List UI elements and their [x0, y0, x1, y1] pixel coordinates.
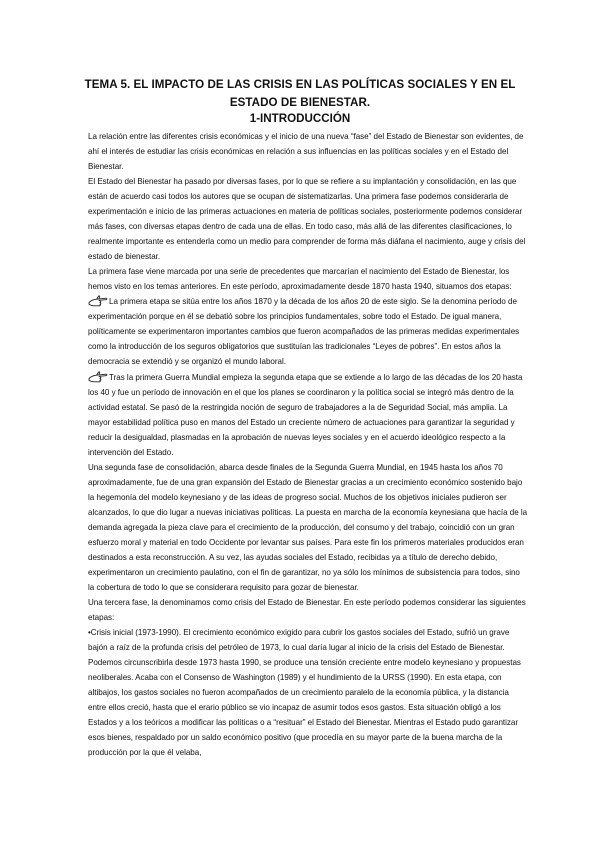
paragraph-initial-crisis: •Crisis inicial (1973-1990). El crecimiento económico exigido para cubrir los gastos sociales del Estado, sufrió un grave bajón a raíz de la profunda crisis del petróleo de 1973, lo cual daría lugar al inicio de la crisis del Estado de Bienestar. Podemos circunscribirla desde 1973 hasta 1990, se produce una tensión creciente entre modelo keynesiano y propuestas neoliberales. Acaba con el Consenso de Washington (1989) y el hundimiento de la URSS (1990). En esta etapa, con altibajos, los gastos sociales no fueron acompañados de un crecimiento paralelo de la economía pública, y la distancia entre ellos creció, hasta que el erario público se vio incapaz de asumir todos esos gastos. Esta situación obligó a los Estados y a los teóricos a modificar las políticas o a “resituar” el Estado del Bienestar. Mientras el Estado pudo garantizar esos bienes, respaldado por un saldo económico positivo (que procedía en su mayor parte de la buena marcha de la producción por la que él velaba,: [88, 628, 521, 758]
document-title: TEMA 5. EL IMPACTO DE LAS CRISIS EN LAS POLÍTICAS SOCIALES Y EN EL ESTADO DE BIENESTAR.: [84, 78, 516, 109]
pointing-hand-icon: [88, 370, 108, 383]
paragraph-intro: La relación entre las diferentes crisis económicas y el inicio de una nueva “fase” del Estado de Bienestar son evidentes, de ahí el interés de estudiar las crisis económicas en relación a sus influencias en las políticas sociales y en el Estado del Bienestar.: [88, 132, 524, 172]
pointing-hand-icon: [88, 294, 108, 307]
document-body: [88, 129, 528, 760]
paragraph-second-stage-text: Tras la primera Guerra Mundial empieza la segunda etapa que se extiende a lo largo de las décadas de los 20 hasta los 40 y fue un período de innovación en el que los planes se coordinaron y la política social se integró más dentro de la actividad estatal. Se pasó de la restringida noción de seguro de trabajadores a la de Seguridad Social, más amplia. La mayor estabilidad política puso en manos del Estado un creciente número de actuaciones para garantizar la seguridad y reducir la desigualdad, plasmadas en la aprobación de nuevas leyes sociales y en el acuerdo ideológico respecto a la intervención del Estado.: [88, 372, 523, 457]
paragraph-second-stage: [88, 370, 528, 460]
paragraph-first-stage: [88, 294, 528, 369]
paragraph-first-phase: La primera fase viene marcada por una serie de precedentes que marcarían el nacimiento del Estado de Bienestar, los hemos visto en los temas anteriores. En este período, aproximadamente desde 1870 hasta 1940, situamos dos etapas:: [88, 267, 512, 292]
paragraph-third-phase: Una tercera fase, la denominamos como crisis del Estado de Bienestar. En este período podemos considerar las siguientes etapas:: [88, 597, 526, 622]
section-heading: 1-INTRODUCCIÓN: [249, 112, 351, 125]
paragraph-second-phase: Una segunda fase de consolidación, abarca desde finales de la Segunda Guerra Mundial, en 1945 hasta los años 70 aproximadamente, fue de una gran expansión del Estado de Bienestar gracias a un crecimiento económico sostenido bajo la hegemonía del modelo keynesiano y de las ideas de progreso social. Muchos de los objetivos iniciales pudieron ser alcanzados, lo que dio lugar a nuevas iniciativas políticas. La puesta en marcha de la economía keynesiana que hacía de la demanda agregada la pieza clave para el crecimiento de la producción, del consumo y del trabajo, coincidió con un gran esfuerzo moral y material en todo Occidente por levantar sus países. Para este fin los primeros materiales producidos eran destinados a esta reconstrucción. A su vez, las ayudas sociales del Estado, recibidas ya a título de derecho debido, experimentaron un crecimiento paulatino, con el fin de garantizar, no ya sólo los mínimos de subsistencia para todos, sino la cobertura de todo lo que se considerara requisito para gozar de bienestar.: [88, 462, 528, 592]
paragraph-phases: El Estado del Bienestar ha pasado por diversas fases, por lo que se refiere a su implantación y consolidación, en las que están de acuerdo casi todos los autores que se ocupan de sistematizarlas. Una primera fase podemos considerarla de experimentación e inicio de las primeras actuaciones en materia de políticas sociales, posteriormente podemos considerar más fases, con diversas etapas dentro de cada una de ellas. En todo caso, más allá de las diferentes clasificaciones, lo realmente importante es entenderla como un medio para comprender de forma más diáfana el nacimiento, auge y crisis del estado de bienestar.: [88, 177, 526, 262]
paragraph-first-stage-text: La primera etapa se sitúa entre los años 1870 y la década de los años 20 de este siglo. Se la denomina período de experimentación porque en él se debatió sobre los principios fundamentales, sobre todo el Estado. De igual manera, políticamente se experimentaron importantes cambios que fueron acompañados de las primeras medidas experimentales como la introducción de los seguros obligatorios que sustituían las tradicionales “Leyes de pobres”. En estos años la democracia se extendió y se organizó el mundo laboral.: [88, 297, 520, 367]
